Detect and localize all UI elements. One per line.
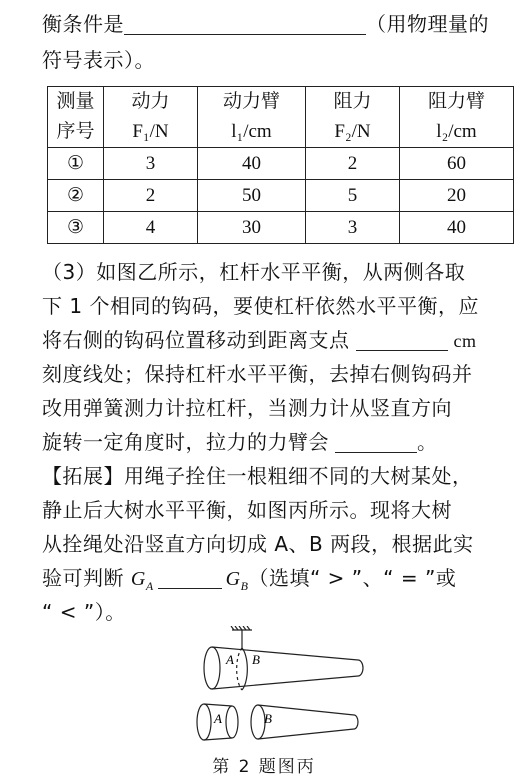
row-index: ② — [48, 180, 104, 212]
cell-f1: 2 — [104, 180, 198, 212]
label-a-top: A — [226, 652, 234, 667]
answer-blank-distance[interactable] — [356, 350, 448, 351]
unit-cm: cm — [453, 331, 477, 351]
cell-l2: 20 — [400, 180, 514, 212]
intro-line-1 — [42, 8, 518, 40]
q3-line-2: 下 1 个相同的钩码，要使杠杆依然水平平衡，应 — [42, 294, 479, 318]
table-row — [48, 148, 514, 180]
cell-f2: 2 — [306, 148, 400, 180]
q3-line-6 — [42, 426, 518, 458]
intro-line-2: 符号表示）。 — [42, 48, 155, 72]
lever-data-table — [47, 86, 514, 244]
answer-blank-compare[interactable] — [158, 588, 222, 589]
table-row — [48, 212, 514, 244]
ext-line-3: 从拴绳处沿竖直方向切成 A、B 两段，根据此实 — [42, 532, 474, 556]
cell-f1: 4 — [104, 212, 198, 244]
label-b-top: B — [252, 652, 260, 667]
cell-f2: 5 — [306, 180, 400, 212]
q3-line-6-end: 。 — [417, 430, 438, 454]
header-measure: 测量 — [48, 87, 104, 118]
cell-f1: 3 — [104, 148, 198, 180]
intro-text-start: 衡条件是 — [42, 12, 124, 36]
ext-line-4-end: （选填“ > ”、“ = ”或 — [248, 566, 457, 590]
q3-line-4: 刻度线处；保持杠杆水平平衡，去掉右侧钩码并 — [42, 362, 473, 386]
ext-line-5: “ < ”）。 — [42, 600, 126, 624]
q3-line-1: （3）如图乙所示，杠杆水平平衡，从两侧各取 — [42, 260, 466, 284]
tree-trunk-figure — [186, 626, 364, 744]
header-effort: 动力 — [104, 87, 198, 118]
header-effort-arm: 动力臂 — [198, 87, 306, 118]
header-index: 序号 — [48, 117, 104, 148]
header-unit-f1: F₁/N — [104, 117, 198, 148]
table-header-row-2 — [48, 117, 514, 148]
figure-caption: 第 2 题图丙 — [212, 757, 316, 777]
ext-line-1: 【拓展】用绳子拴住一根粗细不同的大树某处， — [42, 464, 473, 488]
ceiling-support — [231, 626, 252, 630]
cell-l1: 30 — [198, 212, 306, 244]
table-row — [48, 180, 514, 212]
cell-l1: 40 — [198, 148, 306, 180]
table-header-row-1 — [48, 87, 514, 118]
intro-text-end: （用物理量的 — [366, 12, 489, 36]
q3-line-5: 改用弹簧测力计拉杠杆，当测力计从竖直方向 — [42, 396, 452, 420]
header-load: 阻力 — [306, 87, 400, 118]
row-index: ① — [48, 148, 104, 180]
cell-l1: 50 — [198, 180, 306, 212]
header-unit-f2: F₂/N — [306, 117, 400, 148]
label-a-bottom: A — [214, 711, 222, 726]
header-unit-l1: l₁/cm — [198, 117, 306, 148]
cell-f2: 3 — [306, 212, 400, 244]
cell-l2: 40 — [400, 212, 514, 244]
answer-blank-arm-change[interactable] — [335, 452, 417, 453]
q3-line-6-text: 旋转一定角度时，拉力的力臂会 — [42, 430, 329, 454]
header-load-arm: 阻力臂 — [400, 87, 514, 118]
q3-line-3-text: 将右侧的钩码位置移动到距离支点 — [42, 328, 350, 352]
answer-blank-condition[interactable] — [124, 34, 366, 35]
ext-line-2: 静止后大树水平平衡，如图丙所示。现将大树 — [42, 498, 452, 522]
row-index: ③ — [48, 212, 104, 244]
header-unit-l2: l₂/cm — [400, 117, 514, 148]
cell-l2: 60 — [400, 148, 514, 180]
symbol-gb: $G_B$ — [225, 568, 249, 593]
ext-line-4-text: 验可判断 — [42, 566, 124, 590]
symbol-ga: $G_A$ — [130, 568, 154, 593]
q3-line-3 — [42, 324, 518, 357]
label-b-bottom: B — [264, 711, 272, 726]
